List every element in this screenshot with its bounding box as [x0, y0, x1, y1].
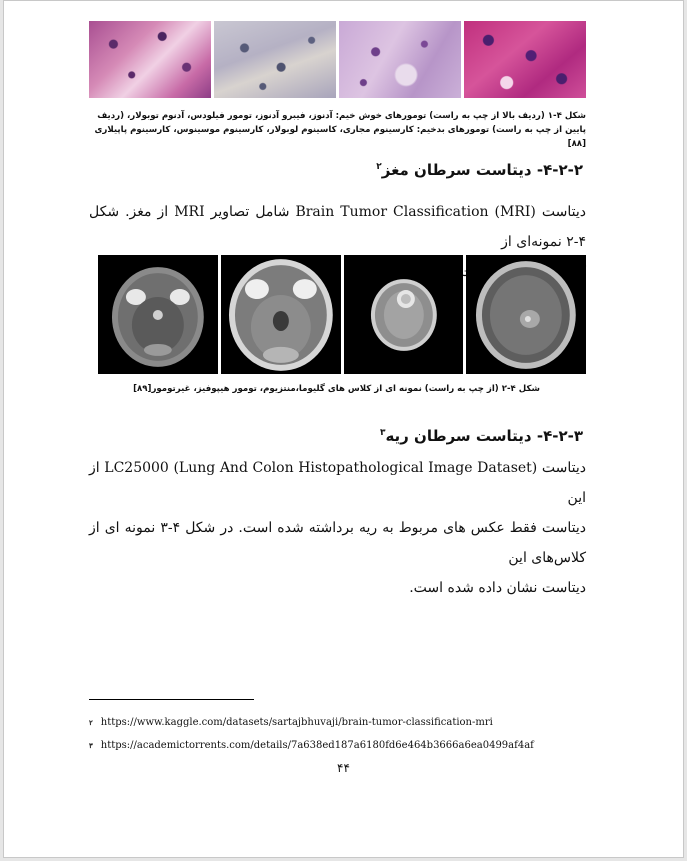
footnote-mark: ۲ [89, 718, 93, 727]
footnote-link[interactable]: https://academictorrents.com/details/7a638ed187a6180fd6e464b3666a6ea0499af4af [100, 740, 534, 751]
document-page [3, 0, 684, 858]
histology-image-phyllodes [339, 21, 461, 98]
paragraph-line: دیتاست نشان داده شده است. [409, 580, 586, 596]
paragraph-line: دیتاست Brain Tumor Classification (MRI) شامل تصاویر MRI از مغز. شکل ۴-۲ نمونه‌ای از [89, 204, 586, 250]
section-heading-lung [380, 427, 583, 445]
heading-text: ۴-۲-۳- دیتاست سرطان ریه [385, 427, 583, 445]
footnote-ref: ۳ [379, 428, 386, 438]
histology-image-strip [89, 21, 586, 98]
histology-image-tubular-adenoma [464, 21, 586, 98]
mri-image-glioma [98, 255, 218, 374]
footnote-mark: ۳ [89, 741, 93, 750]
mri-figure-caption: شکل ۴-۲ (از چپ به راست) نمونه ای از کلاس های گلیوما،منتزیوم، تومور هیپوفیز، غیرتومور[۸۹] [133, 384, 540, 394]
heading-text: ۴-۲-۲- دیتاست سرطان مغز [381, 161, 583, 179]
section-heading-brain [376, 161, 583, 179]
histology-image-adenosis [89, 21, 211, 98]
footnote-item [89, 740, 534, 751]
footnote-item [89, 717, 493, 728]
footnote-ref: ۲ [376, 162, 382, 172]
paragraph-line: دیتاست فقط عکس های مربوط به ریه برداشته شده است. در شکل ۴-۳ نمونه ای از کلاس‌های این [89, 520, 586, 566]
histology-image-fibroadenoma [214, 21, 336, 98]
footnote-link[interactable]: https://www.kaggle.com/datasets/sartajbhuvaji/brain-tumor-classification-mri [100, 717, 493, 728]
mri-image-no-tumor [466, 255, 586, 374]
paragraph-line: دیتاست LC25000 (Lung And Colon Histopathological Image Dataset) از این [89, 460, 586, 506]
histology-figure-caption: شکل ۴-۱ (ردیف بالا از چپ به راست) تومورهای خوش خیم: آدنوز، فیبرو آدنوز، تومور فیلودس، آدنوم توبولار، (ردیف پایین از چپ به راست) تومورهای بدخیم: کارسینوم مجاری، کاسینوم لوبولار، کارسینوم موسینوس، کارسینوم پاپیلاری [۸۸] [94, 111, 586, 149]
mri-image-meningioma [221, 255, 341, 374]
lung-dataset-paragraph [89, 453, 586, 603]
mri-image-pituitary [344, 255, 464, 374]
mri-image-strip [98, 255, 586, 374]
footnote-divider [89, 699, 254, 700]
page-number: ۴۴ [337, 761, 350, 775]
